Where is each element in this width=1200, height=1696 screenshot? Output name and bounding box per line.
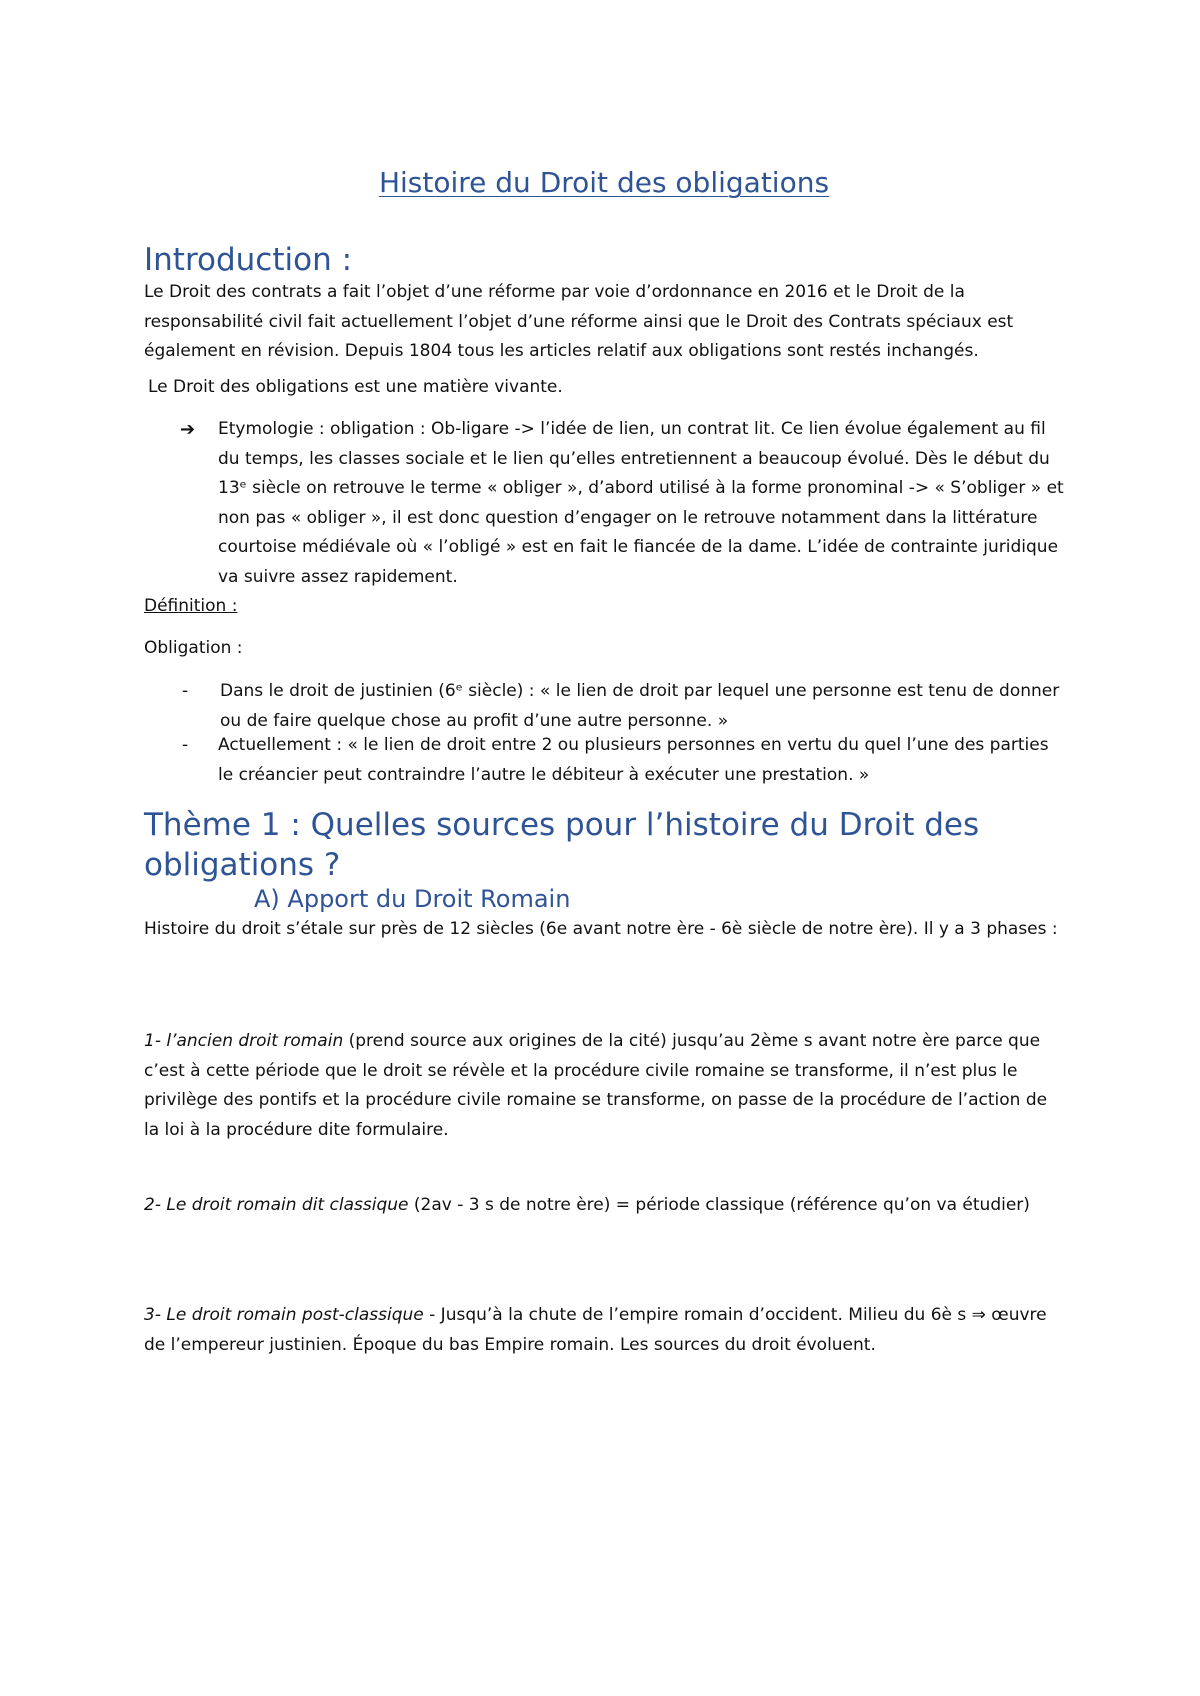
phase-2-paragraph	[144, 1191, 1064, 1221]
section-a-heading: A) Apport du Droit Romain	[254, 885, 571, 913]
phase-2-text: (2av - 3 s de notre ère) = période classique (référence qu’on va étudier)	[408, 1195, 1030, 1215]
phase-1-title: 1- l’ancien droit romain	[144, 1031, 344, 1051]
obligation-label: Obligation :	[144, 638, 243, 658]
introduction-heading: Introduction :	[144, 242, 353, 278]
phase-3-text: - Jusqu’à la chute de l’empire romain d’occident. Milieu du 6è s ⇒ œuvre de l’empereur justinien. Époque du bas Empire romain. Les sources du droit évoluent.	[144, 1305, 1047, 1355]
theme1-paragraph: Histoire du droit s’étale sur près de 12 siècles (6e avant notre ère - 6è siècle de notre ère). Il y a 3 phases :	[144, 919, 1058, 939]
document-title: Histoire du Droit des obligations	[378, 166, 830, 199]
theme1-heading: Thème 1 : Quelles sources pour l’histoire du Droit des obligations ?	[144, 807, 980, 883]
etymology-paragraph: Etymologie : obligation : Ob-ligare -> l’idée de lien, un contrat lit. Ce lien évolue également au fil du temps, les classes sociale et le lien qu’elles entretiennent a beaucoup évolué. Dès le début du 13ᵉ siècle on retrouve le terme « obliger », d’abord utilisé à la forme pronominal -> « S’obliger » et non pas « obliger », il est donc question d’engager on le retrouve notamment dans la littérature courtoise médiévale où « l’obligé » est en fait le fiancée de la dame. L’idée de contrainte juridique va suivre assez rapidement.	[218, 419, 1064, 587]
definition-actuelle: Actuellement : « le lien de droit entre 2 ou plusieurs personnes en vertu du quel l’une des parties le créancier peut contraindre l’autre le débiteur à exécuter une prestation. »	[218, 735, 1049, 785]
phase-1-paragraph	[144, 1027, 1064, 1145]
phase-2-title: 2- Le droit romain dit classique	[144, 1195, 409, 1215]
phase-1-text: (prend source aux origines de la cité) jusqu’au 2ème s avant notre ère parce que c’est à cette période que le droit se révèle et la procédure civile romaine se transforme, il n’est plus le privilège des pontifs et la procédure civile romaine se transforme, on passe de la procédure de l’action de la loi à la procédure dite formulaire.	[144, 1031, 1048, 1140]
definition-justinien: Dans le droit de justinien (6ᵉ siècle) : « le lien de droit par lequel une personne est tenu de donner ou de faire quelque chose au profit d’une autre personne. »	[220, 681, 1060, 731]
intro-paragraph: Le Droit des contrats a fait l’objet d’une réforme par voie d’ordonnance en 2016 et le Droit de la responsabilité civil fait actuellement l’objet d’une réforme ainsi que le Droit des Contrats spéciaux est également en révision. Depuis 1804 tous les articles relatif aux obligations sont restés inchangés.	[144, 282, 1014, 361]
phase-3-title: 3- Le droit romain post-classique	[144, 1305, 424, 1325]
dash-bullet-icon: -	[182, 735, 189, 755]
intro-statement: Le Droit des obligations est une matière vivante.	[148, 377, 563, 397]
dash-bullet-icon: -	[182, 681, 189, 701]
arrow-bullet-icon: ➔	[180, 419, 196, 440]
phase-3-paragraph	[144, 1301, 1064, 1360]
definition-label: Définition :	[144, 596, 238, 616]
